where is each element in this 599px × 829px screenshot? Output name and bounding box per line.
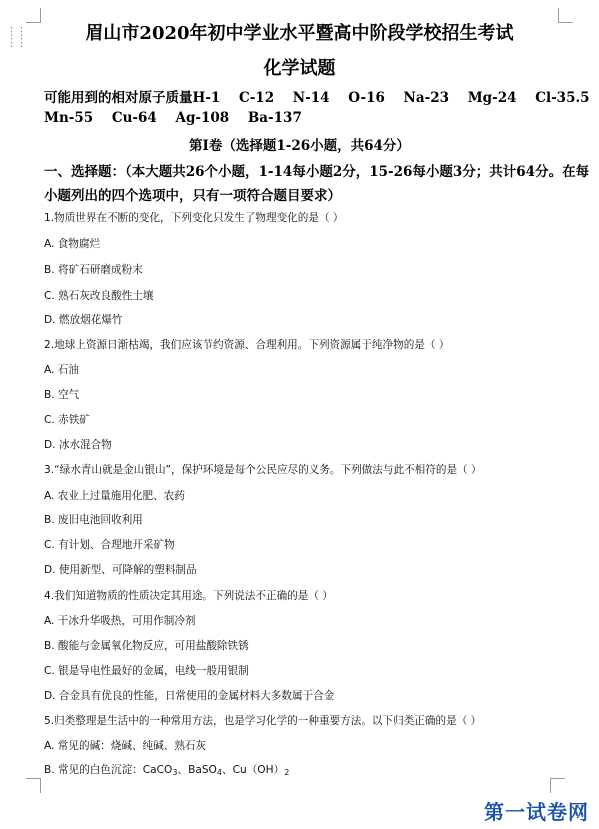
section-instruction-line-1: 一、选择题：（本大题共26个小题，1-14每小题2分，15-26每小题3分；共计64分。在每 <box>44 164 590 180</box>
section-title: 第Ⅰ卷（选择题1-26小题，共64分） <box>189 138 410 154</box>
question-stem: 3.“绿水青山就是金山银山”，保护环境是每个公民应尽的义务。下列做法与此不相符的是（ ） <box>44 464 482 476</box>
page-corner-mark <box>550 778 565 793</box>
option-text: B. 常见的白色沉淀：CaCO <box>44 764 173 776</box>
question-option: C. 有计划、合理地开采矿物 <box>44 539 175 551</box>
question-option: B. 空气 <box>44 389 80 401</box>
option-text: 、Cu（OH） <box>222 764 285 776</box>
question-stem: 1.物质世界在不断的变化，下列变化只发生了物理变化的是（ ） <box>44 212 344 224</box>
exam-subtitle: 化学试题 <box>263 58 336 79</box>
atomic-mass-line-1: 可能用到的相对原子质量H-1 C-12 N-14 O-16 Na-23 Mg-24 Cl-35.5 <box>44 90 590 106</box>
question-option: D. 燃放烟花爆竹 <box>44 314 123 326</box>
site-watermark: 第一试卷网 <box>484 800 589 824</box>
option-text: 、BaSO <box>177 764 217 776</box>
question-option: D. 合金具有优良的性能，日常使用的金属材料大多数属于合金 <box>44 690 335 702</box>
question-stem: 4.我们知道物质的性质决定其用途。下列说法不正确的是（ ） <box>44 590 333 602</box>
question-option: C. 赤铁矿 <box>44 414 90 426</box>
question-option: C. 银是导电性最好的金属，电线一般用银制 <box>44 665 249 677</box>
question-option: A. 食物腐烂 <box>44 238 101 250</box>
question-option: B. 将矿石研磨成粉末 <box>44 264 143 276</box>
question-option: A. 石油 <box>44 364 79 376</box>
drag-handle-icon[interactable]: ⋮⋮ ⋮⋮ <box>6 25 26 49</box>
question-option: C. 熟石灰改良酸性土壤 <box>44 290 154 302</box>
question-stem: 5.归类整理是生活中的一种常用方法，也是学习化学的一种重要方法。以下归类正确的是（ ） <box>44 715 482 727</box>
question-option: A. 干冰升华吸热，可用作制冷剂 <box>44 615 196 627</box>
atomic-mass-line-2: Mn-55 Cu-64 Ag-108 Ba-137 <box>44 110 302 126</box>
page-corner-mark <box>26 778 41 793</box>
exam-title: 眉山市2020年初中学业水平暨高中阶段学校招生考试 <box>85 23 514 44</box>
question-option: D. 冰水混合物 <box>44 439 112 451</box>
subscript: 3 <box>172 768 178 777</box>
section-instruction-line-2: 小题列出的四个选项中，只有一项符合题目要求） <box>44 188 341 204</box>
question-option: A. 农业上过量施用化肥、农药 <box>44 490 185 502</box>
question-option: B. 废旧电池回收利用 <box>44 514 143 526</box>
question-stem: 2.地球上资源日渐枯竭，我们应该节约资源、合理利用。下列资源属于纯净物的是（ ） <box>44 339 450 351</box>
subscript: 2 <box>284 768 290 777</box>
question-option: B. 酸能与金属氧化物反应，可用盐酸除铁锈 <box>44 640 249 652</box>
question-option: D. 使用新型、可降解的塑料制品 <box>44 564 197 576</box>
subscript: 4 <box>216 768 222 777</box>
question-option: A. 常见的碱：烧碱、纯碱、熟石灰 <box>44 740 207 752</box>
question-option <box>44 762 289 777</box>
